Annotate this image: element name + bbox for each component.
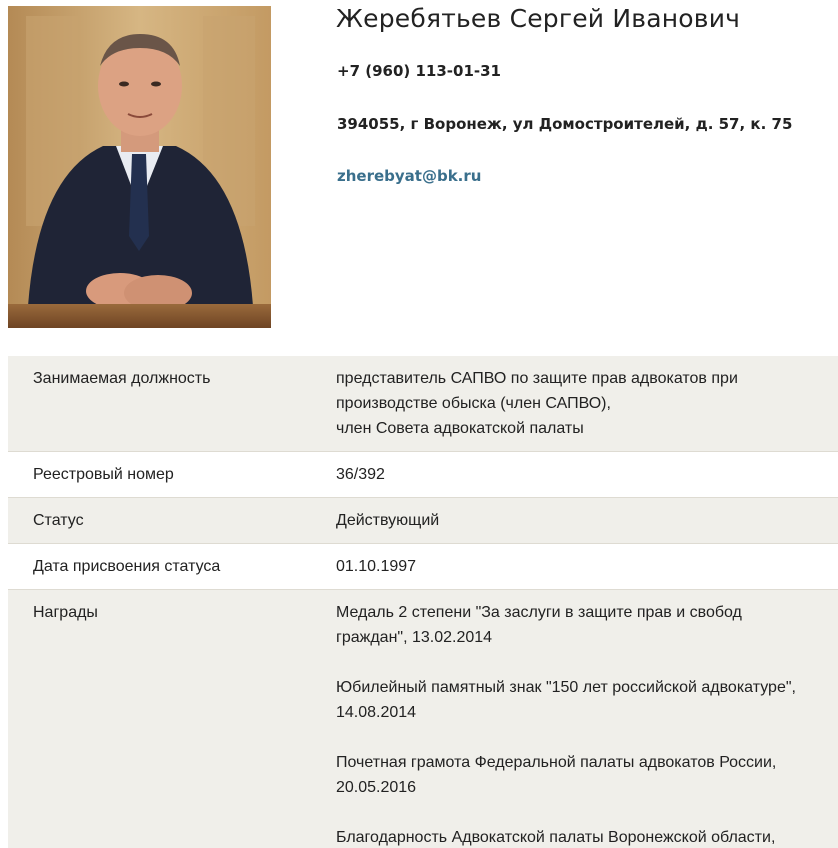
row-label: Награды (8, 590, 336, 848)
row-label: Занимаемая должность (8, 356, 336, 452)
portrait-image (8, 6, 271, 328)
row-label: Реестровый номер (8, 452, 336, 498)
table-row-registry (8, 452, 838, 498)
award-item: Почетная грамота Федеральной палаты адвокатов России, 20.05.2016 (336, 754, 777, 796)
table-row-position (8, 356, 838, 452)
row-label: Статус (8, 498, 336, 544)
position-line: представитель САПВО по защите прав адвокатов при (336, 370, 738, 387)
table-row-awards (8, 590, 838, 848)
award-item: Благодарность Адвокатской палаты Воронежской области, (336, 829, 776, 846)
position-line: производстве обыска (член САПВО), (336, 395, 611, 412)
profile-photo (8, 6, 271, 328)
position-value (336, 356, 838, 452)
phone-number: +7 (960) 113-01-31 (337, 62, 501, 80)
award-item: Медаль 2 степени "За заслуги в защите прав и свобод граждан", 13.02.2014 (336, 604, 742, 646)
awards-list (336, 590, 838, 848)
award-item: Юбилейный памятный знак "150 лет российской адвокатуре", 14.08.2014 (336, 679, 796, 721)
table-row-status-date (8, 544, 838, 590)
position-line: член Совета адвокатской палаты (336, 420, 584, 437)
registry-number: 36/392 (336, 452, 838, 498)
email-link[interactable]: zherebyat@bk.ru (337, 167, 482, 185)
status-value: Действующий (336, 498, 838, 544)
details-table (8, 356, 838, 848)
person-name: Жеребятьев Сергей Иванович (336, 4, 741, 33)
table-row-status (8, 498, 838, 544)
postal-address: 394055, г Воронеж, ул Домостроителей, д. 57, к. 75 (337, 115, 793, 133)
row-label: Дата присвоения статуса (8, 544, 336, 590)
status-date-value: 01.10.1997 (336, 544, 838, 590)
